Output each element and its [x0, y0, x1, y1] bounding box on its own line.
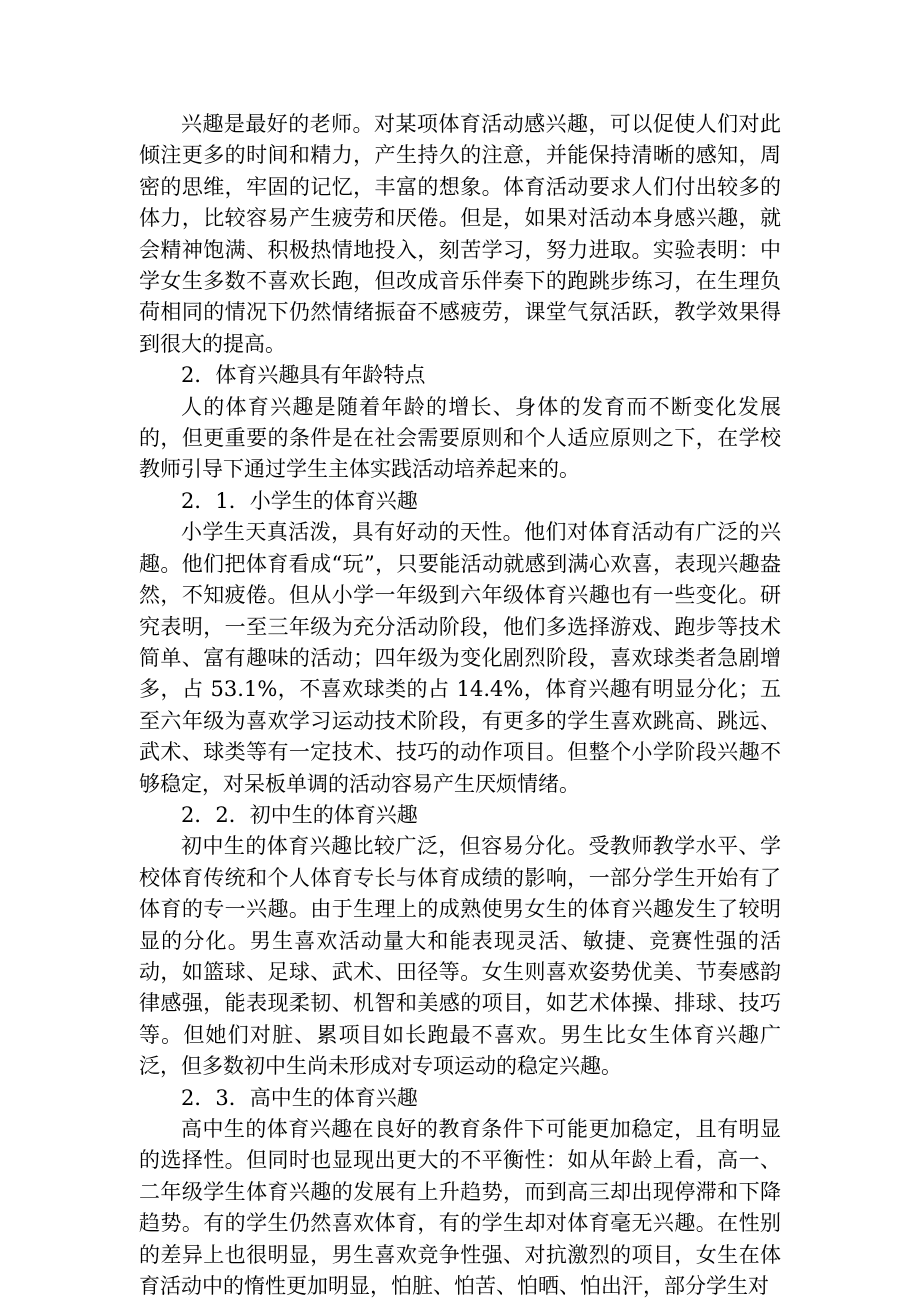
paragraph-primary-students: 小学生天真活泼，具有好动的天性。他们对体育活动有广泛的兴趣。他们把体育看成“玩”，只要能活动就感到满心欢喜，表现兴趣盎然，不知疲倦。但从小学一年级到六年级体育兴趣也有一些变化。研究表明，一至三年级为充分活动阶段，他们多选择游戏、跑步等技术简单、富有趣味的活动；四年级为变化剧烈阶段，喜欢球类者急剧增多，占 53.1%，不喜欢球类的占 14.4%，体育兴趣有明显分化；五至六年级为喜欢学习运动技术阶段，有更多的学生喜欢跳高、跳远、武术、球类等有一定技术、技巧的动作项目。但整个小学阶段兴趣不够稳定，对呆板单调的活动容易产生厌烦情绪。: [139, 520, 781, 796]
heading-primary-students: 2．1．小学生的体育兴趣: [181, 488, 418, 513]
heading-junior-high-students: 2．2．初中生的体育兴趣: [181, 802, 418, 827]
paragraph-junior-high-students: 初中生的体育兴趣比较广泛，但容易分化。受教师教学水平、学校体育传统和个人体育专长与体育成绩的影响，一部分学生开始有了体育的专一兴趣。由于生理上的成熟使男女生的体育兴趣发生了较明显的分化。男生喜欢活动量大和能表现灵活、敏捷、竞赛性强的活动，如篮球、足球、武术、田径等。女生则喜欢姿势优美、节奏感韵律感强，能表现柔韧、机智和美感的项目，如艺术体操、排球、技巧等。但她们对脏、累项目如长跑最不喜欢。男生比女生体育兴趣广泛，但多数初中生尚未形成对专项运动的稳定兴趣。: [139, 834, 781, 1079]
paragraph-senior-high-students: 高中生的体育兴趣在良好的教育条件下可能更加稳定，且有明显的选择性。但同时也显现出更大的不平衡性：如从年龄上看，高一、二年级学生体育兴趣的发展有上升趋势，而到高三却出现停滞和下降趋势。有的学生仍然喜欢体育，有的学生却对体育毫无兴趣。在性别的差异上也很明显，男生喜欢竞争性强、对抗激烈的项目，女生在体育活动中的惰性更加明显，怕脏、怕苦、怕晒、怕出汗，部分学生对: [139, 1117, 781, 1299]
paragraph-interest-intro: 兴趣是最好的老师。对某项体育活动感兴趣，可以促使人们对此倾注更多的时间和精力，产生持久的注意，并能保持清晰的感知，周密的思维，牢固的记忆，丰富的想象。体育活动要求人们付出较多的体力，比较容易产生疲劳和厌倦。但是，如果对活动本身感兴趣，就会精神饱满、积极热情地投入，刻苦学习，努力进取。实验表明：中学女生多数不喜欢长跑，但改成音乐伴奏下的跑跳步练习，在生理负荷相同的情况下仍然情绪振奋不感疲劳，课堂气氛活跃，教学效果得到很大的提高。: [139, 112, 781, 356]
document-page: [139, 109, 781, 1302]
heading-senior-high-students: 2．3．高中生的体育兴趣: [181, 1085, 418, 1110]
heading-age-characteristics: 2．体育兴趣具有年龄特点: [181, 363, 426, 388]
paragraph-age-development: 人的体育兴趣是随着年龄的增长、身体的发育而不断变化发展的，但更重要的条件是在社会需要原则和个人适应原则之下，在学校教师引导下通过学生主体实践活动培养起来的。: [139, 394, 781, 482]
